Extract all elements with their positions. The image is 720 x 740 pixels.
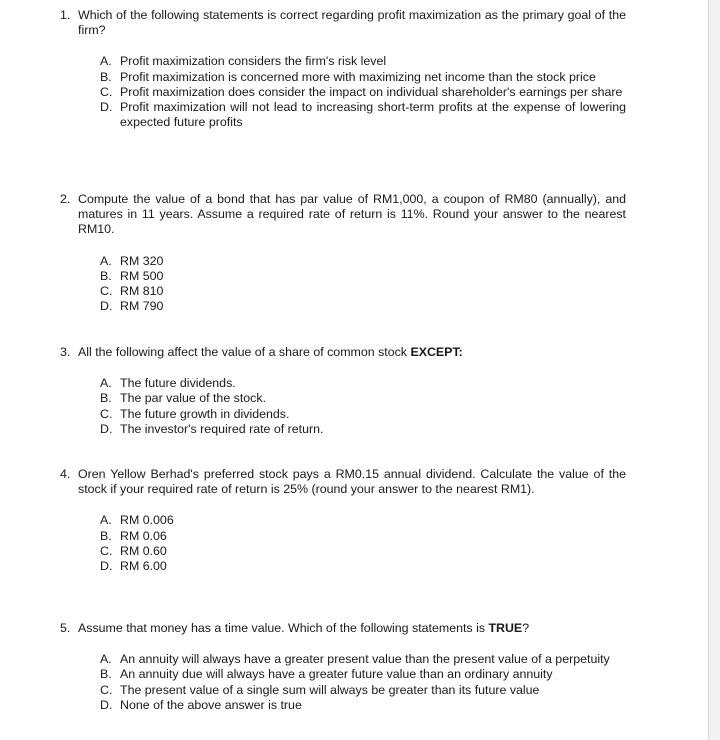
option-c — [100, 284, 626, 299]
question-text: Oren Yellow Berhad's preferred stock pays a RM0.15 annual dividend. Calculate the value of the stock if your required rate of return is 25% (round your answer to the nearest RM1). — [78, 467, 626, 497]
option-a — [100, 54, 626, 69]
option-letter: C. — [100, 543, 113, 558]
option-letter: B. — [100, 268, 112, 283]
option-letter: D. — [100, 559, 113, 574]
option-text: The future growth in dividends. — [120, 406, 290, 421]
option-letter: A. — [100, 376, 112, 391]
option-text: RM 790 — [120, 299, 164, 314]
question-number: 5. — [60, 621, 71, 635]
question-1 — [60, 8, 626, 130]
option-a — [100, 376, 626, 391]
option-d — [100, 422, 626, 437]
question-3 — [60, 345, 626, 437]
option-b — [100, 529, 626, 544]
option-letter: A. — [100, 54, 112, 69]
options-list — [78, 652, 626, 713]
option-text: An annuity will always have a greater present value than the present value of a perpetuity — [120, 652, 610, 667]
option-letter: D. — [100, 697, 113, 712]
options-list — [78, 513, 626, 574]
option-c — [100, 683, 626, 698]
question-text-plain: Assume that money has a time value. Which of the following statements is — [78, 621, 489, 635]
option-d — [100, 559, 626, 574]
option-c — [100, 544, 626, 559]
option-letter: B. — [100, 391, 112, 406]
option-d — [100, 100, 626, 130]
options-list — [78, 254, 626, 315]
option-text: An annuity due will always have a greater future value than an ordinary annuity — [120, 667, 553, 682]
option-b — [100, 70, 626, 85]
option-letter: B. — [100, 69, 112, 84]
option-d — [100, 698, 626, 713]
question-5 — [60, 621, 626, 713]
question-4 — [60, 467, 626, 574]
option-c — [100, 85, 626, 100]
option-text: RM 810 — [120, 284, 164, 299]
question-number: 2. — [60, 192, 71, 206]
option-letter: C. — [100, 406, 113, 421]
question-text — [78, 345, 626, 360]
option-text: None of the above answer is true — [120, 697, 302, 712]
option-letter: B. — [100, 528, 112, 543]
question-number: 4. — [60, 467, 71, 481]
option-text: The par value of the stock. — [120, 391, 267, 406]
option-text: Profit maximization is concerned more with maximizing net income than the stock price — [120, 69, 596, 84]
option-d — [100, 299, 626, 314]
question-text: Compute the value of a bond that has par value of RM1,000, a coupon of RM80 (annually), and matures in 11 years. Assume a required rate of return is 11%. Round your answer to the nearest RM10. — [78, 192, 626, 237]
option-text: Profit maximization will not lead to increasing short-term profits at the expense of lowering expected future profits — [120, 100, 626, 130]
option-letter: D. — [100, 100, 113, 115]
question-text: Which of the following statements is correct regarding profit maximization as the primary goal of the firm? — [78, 8, 626, 38]
question-text-plain: All the following affect the value of a share of common stock — [78, 345, 411, 359]
option-text: RM 0.06 — [120, 528, 167, 543]
option-b — [100, 269, 626, 284]
option-b — [100, 667, 626, 682]
option-text: RM 0.60 — [120, 543, 167, 558]
option-letter: A. — [100, 513, 112, 528]
option-c — [100, 407, 626, 422]
option-letter: B. — [100, 667, 112, 682]
question-text — [78, 621, 626, 636]
option-a — [100, 254, 626, 269]
options-list — [78, 54, 626, 130]
question-number: 3. — [60, 345, 71, 359]
option-letter: D. — [100, 299, 113, 314]
option-text: RM 500 — [120, 268, 164, 283]
option-letter: C. — [100, 84, 113, 99]
option-text: The present value of a single sum will always be greater than its future value — [120, 682, 540, 697]
question-number: 1. — [60, 8, 71, 22]
option-letter: D. — [100, 421, 113, 436]
question-text-bold: TRUE — [488, 621, 523, 635]
option-b — [100, 391, 626, 406]
option-letter: A. — [100, 652, 112, 667]
options-list — [78, 376, 626, 437]
question-2 — [60, 192, 626, 314]
option-a — [100, 513, 626, 528]
option-text: Profit maximization does consider the impact on individual shareholder's earnings per share — [120, 84, 623, 99]
option-letter: C. — [100, 284, 113, 299]
option-text: The investor's required rate of return. — [120, 421, 324, 436]
option-text: RM 0.006 — [120, 513, 174, 528]
question-text-bold: EXCEPT: — [410, 345, 463, 359]
option-text: RM 6.00 — [120, 559, 167, 574]
option-text: RM 320 — [120, 253, 164, 268]
option-text: Profit maximization considers the firm's risk level — [120, 54, 387, 69]
question-text-end: ? — [522, 621, 530, 635]
option-text: The future dividends. — [120, 376, 236, 391]
option-letter: C. — [100, 682, 113, 697]
option-a — [100, 652, 626, 667]
option-letter: A. — [100, 253, 112, 268]
